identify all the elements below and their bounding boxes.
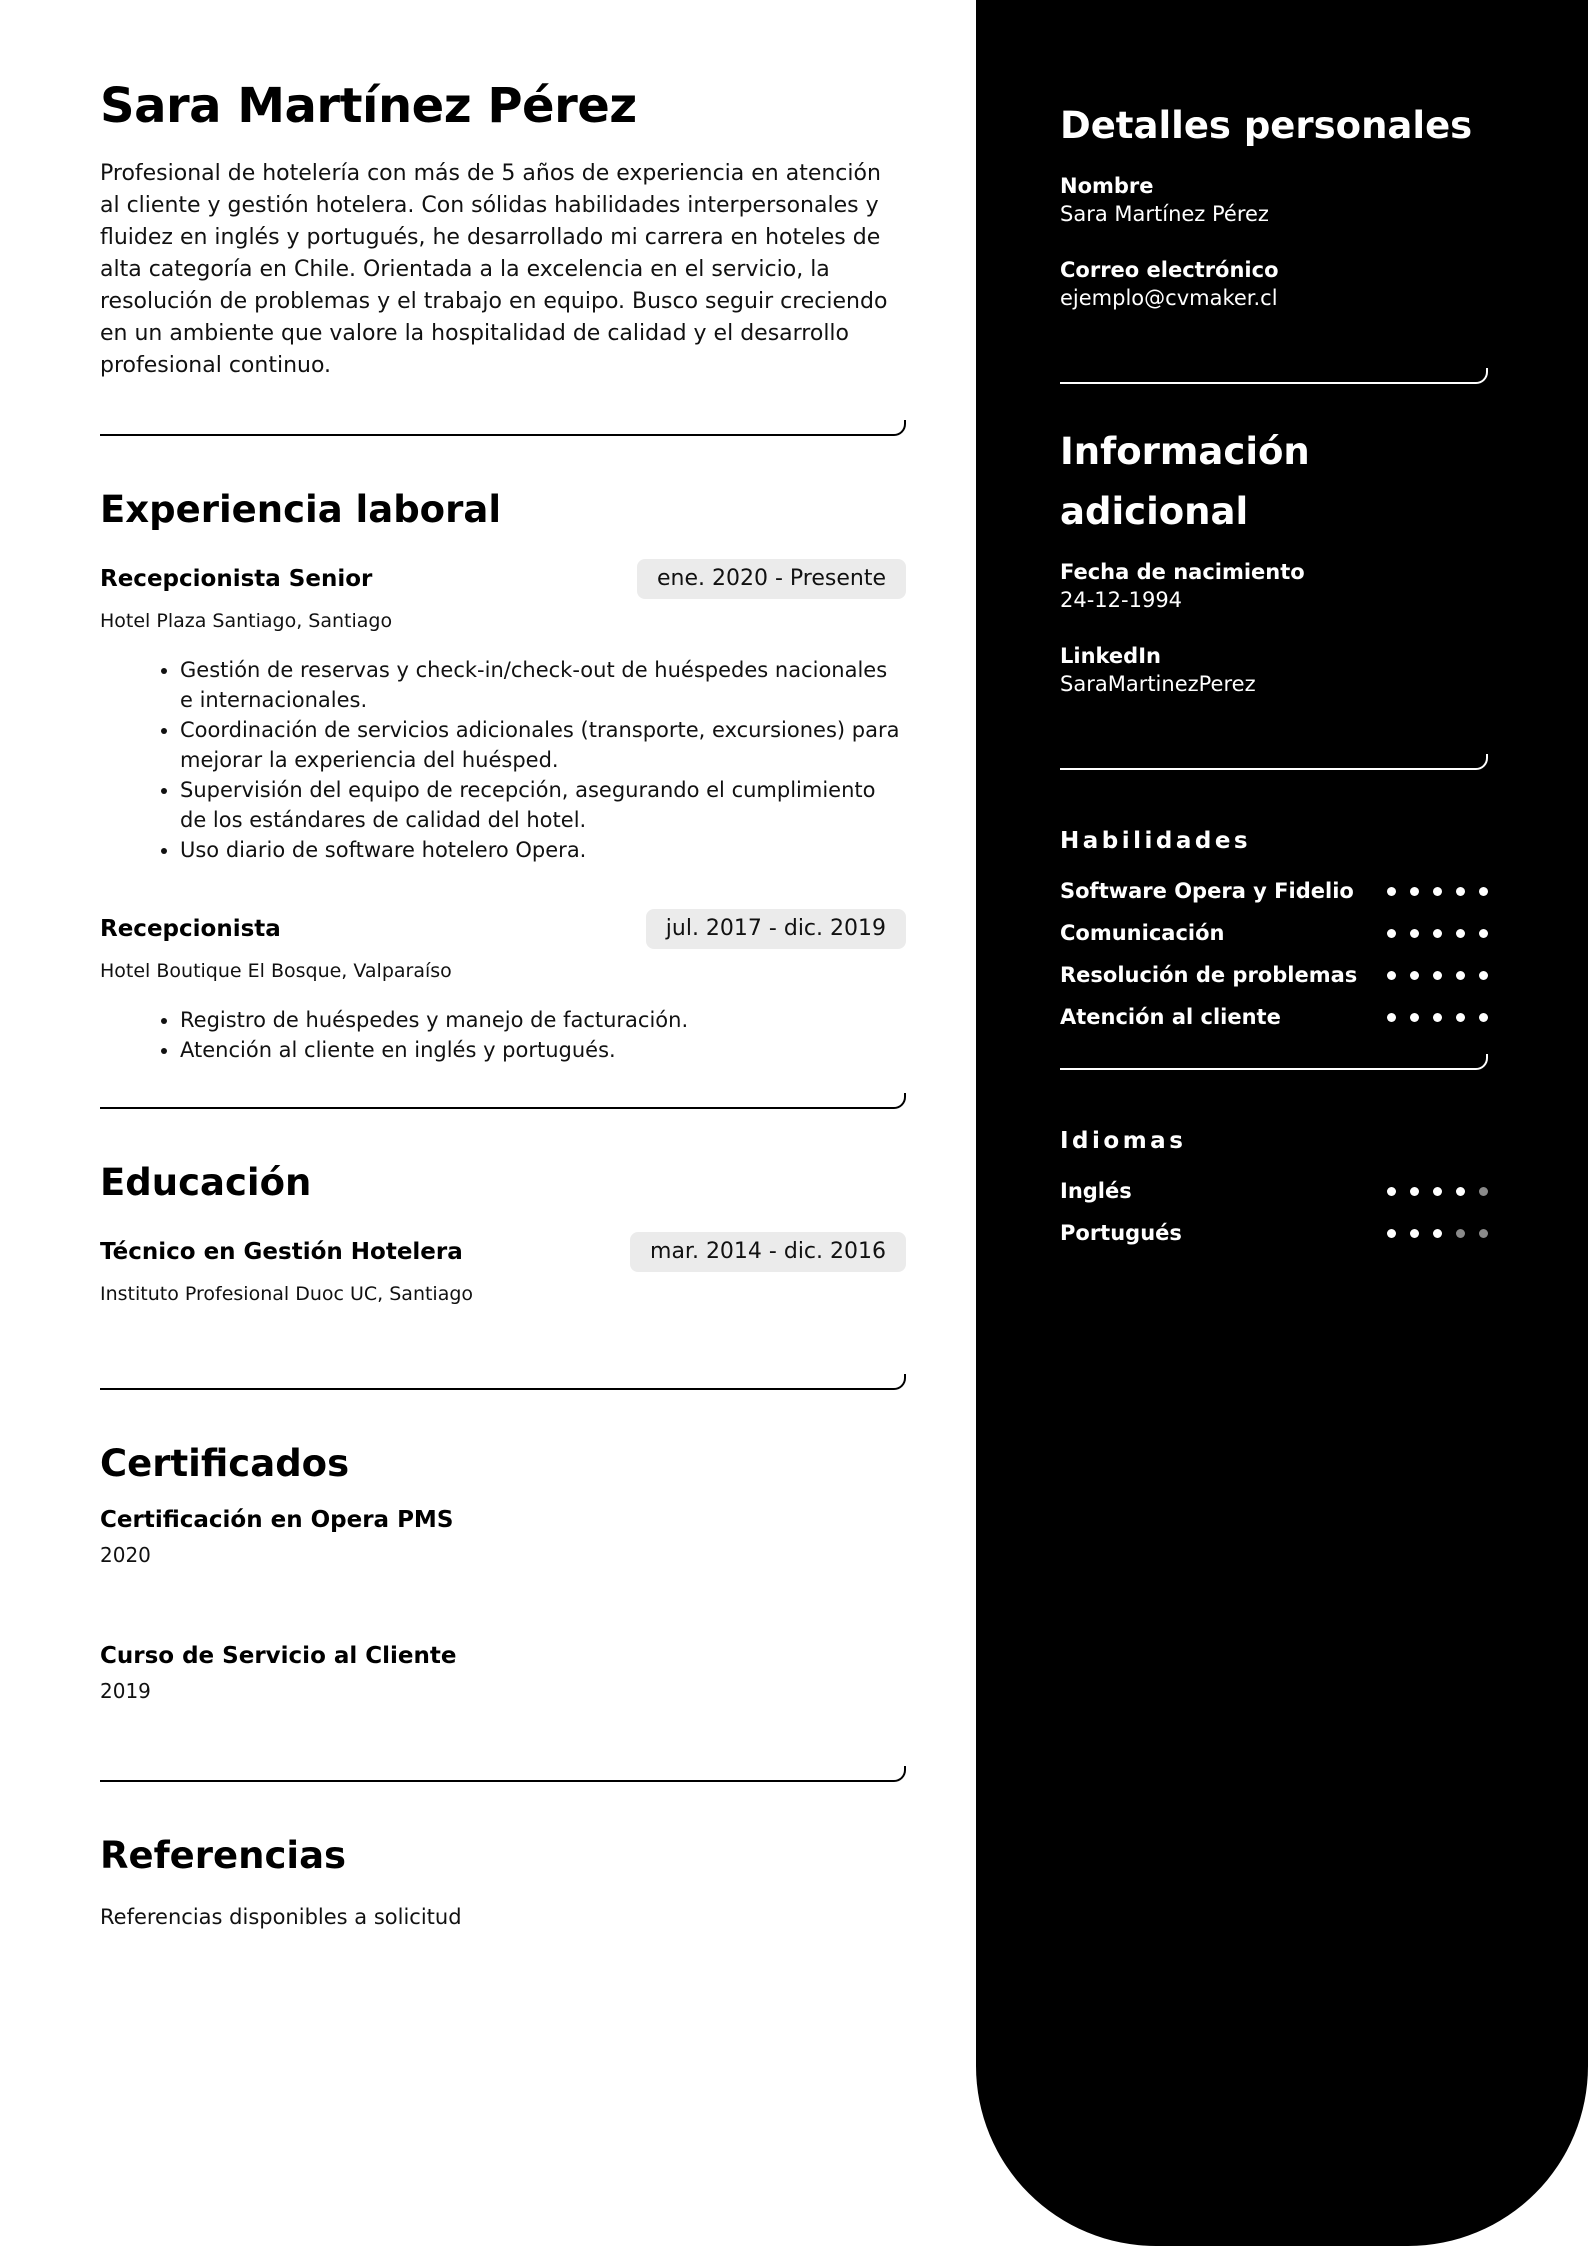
rating-dot-filled xyxy=(1410,1187,1419,1196)
skills-title: Habilidades xyxy=(1060,828,1252,854)
name-value: Sara Martínez Pérez xyxy=(1060,202,1269,226)
email-field xyxy=(1060,256,1488,312)
experience-title: Experiencia laboral xyxy=(100,488,502,531)
job-bullets xyxy=(100,1005,906,1065)
job-bullets xyxy=(100,655,906,865)
rating-dot-filled xyxy=(1433,971,1442,980)
rating-dot-filled xyxy=(1433,929,1442,938)
additional-info-section xyxy=(1060,422,1488,698)
certificate-year: 2020 xyxy=(100,1543,151,1567)
rating-dots xyxy=(1387,1187,1488,1196)
rating-dots xyxy=(1387,971,1488,980)
linkedin-value: SaraMartinezPerez xyxy=(1060,672,1256,696)
rating-dot-filled xyxy=(1387,929,1396,938)
rating-dot-filled xyxy=(1410,1013,1419,1022)
rating-dot-filled xyxy=(1479,971,1488,980)
rating-row xyxy=(1060,996,1488,1038)
rating-dot-filled xyxy=(1410,887,1419,896)
rating-dot-filled xyxy=(1456,971,1465,980)
profile-summary: Profesional de hotelería con más de 5 años de experiencia en atención al cliente y gestión hotelera. Con sólidas habilidades interpersonales y fluidez en inglés y portugués, he desarrollado mi carrera en hoteles de alta categoría en Chile. Orientada a la excelencia en el servicio, la resolución de problemas y el trabajo en equipo. Busco seguir creciendo en un ambiente que valore la hospitalidad de calidad y el desarrollo profesional continuo. xyxy=(100,161,888,378)
certificate-name: Curso de Servicio al Cliente xyxy=(100,1643,457,1669)
references-section xyxy=(100,1832,906,1932)
certificate-item xyxy=(100,1640,906,1706)
rating-dot-filled xyxy=(1479,1013,1488,1022)
rating-dot-filled xyxy=(1410,929,1419,938)
rating-name: Atención al cliente xyxy=(1060,1005,1281,1029)
experience-section xyxy=(100,486,906,1065)
rating-name: Comunicación xyxy=(1060,921,1225,945)
rating-row xyxy=(1060,954,1488,996)
certificate-item xyxy=(100,1504,906,1570)
date-badge: ene. 2020 - Presente xyxy=(637,559,906,599)
rating-dot-filled xyxy=(1433,1187,1442,1196)
education-header xyxy=(100,1232,906,1272)
rating-name: Software Opera y Fidelio xyxy=(1060,879,1354,903)
additional-info-title: Información adicional xyxy=(1060,430,1310,533)
section-divider xyxy=(100,1768,894,1782)
rating-dot-filled xyxy=(1410,971,1419,980)
references-text: Referencias disponibles a solicitud xyxy=(100,1905,462,1929)
rating-row xyxy=(1060,1170,1488,1212)
main-column xyxy=(100,70,906,1932)
list-item: • Atención al cliente en inglés y portugués. xyxy=(180,1035,906,1065)
certificates-section xyxy=(100,1440,906,1706)
skills-section xyxy=(1060,824,1488,1038)
birth-field xyxy=(1060,558,1488,614)
skills-list xyxy=(1060,870,1488,1038)
candidate-name: Sara Martínez Pérez xyxy=(100,78,637,134)
rating-dot-filled xyxy=(1387,1013,1396,1022)
date-badge: mar. 2014 - dic. 2016 xyxy=(630,1232,906,1272)
rating-dot-filled xyxy=(1433,1013,1442,1022)
rating-dot-filled xyxy=(1433,1229,1442,1238)
list-item: • Coordinación de servicios adicionales (transporte, excursiones) para mejorar la experiencia del huésped. xyxy=(180,715,906,775)
certificates-title: Certificados xyxy=(100,1442,350,1485)
education-entry xyxy=(100,1232,906,1308)
rating-name: Portugués xyxy=(1060,1221,1182,1245)
rating-dot-filled xyxy=(1456,929,1465,938)
rating-dots xyxy=(1387,1013,1488,1022)
job-header xyxy=(100,909,906,949)
rating-dot-filled xyxy=(1479,887,1488,896)
languages-section xyxy=(1060,1124,1488,1254)
rating-dot-filled xyxy=(1456,1187,1465,1196)
references-title: Referencias xyxy=(100,1834,347,1877)
section-divider xyxy=(1060,370,1476,384)
certificate-year: 2019 xyxy=(100,1679,151,1703)
rating-dot-filled xyxy=(1410,1229,1419,1238)
institution: Instituto Profesional Duoc UC, Santiago xyxy=(100,1283,474,1305)
rating-row xyxy=(1060,912,1488,954)
personal-details-section xyxy=(1060,96,1488,312)
rating-row xyxy=(1060,870,1488,912)
list-item: • Uso diario de software hotelero Opera. xyxy=(180,835,906,865)
job-entry xyxy=(100,559,906,865)
personal-details-title: Detalles personales xyxy=(1060,104,1473,147)
list-item: • Supervisión del equipo de recepción, asegurando el cumplimiento de los estándares de calidad del hotel. xyxy=(180,775,906,835)
name-field xyxy=(1060,172,1488,228)
list-item: • Registro de huéspedes y manejo de facturación. xyxy=(180,1005,906,1035)
section-divider xyxy=(100,1095,894,1109)
date-badge: jul. 2017 - dic. 2019 xyxy=(646,909,906,949)
education-title: Educación xyxy=(100,1161,312,1204)
birth-label: Fecha de nacimiento xyxy=(1060,560,1305,584)
birth-value: 24-12-1994 xyxy=(1060,588,1183,612)
job-entry xyxy=(100,909,906,1065)
rating-name: Inglés xyxy=(1060,1179,1132,1203)
linkedin-field xyxy=(1060,642,1488,698)
certificate-name: Certificación en Opera PMS xyxy=(100,1507,454,1533)
rating-dot-filled xyxy=(1387,971,1396,980)
rating-dots xyxy=(1387,1229,1488,1238)
section-divider xyxy=(1060,1056,1476,1070)
section-divider xyxy=(1060,756,1476,770)
email-value: ejemplo@cvmaker.cl xyxy=(1060,286,1278,310)
rating-dot-filled xyxy=(1456,1013,1465,1022)
job-company: Hotel Boutique El Bosque, Valparaíso xyxy=(100,960,452,982)
job-role: Recepcionista xyxy=(100,916,281,942)
rating-dot-empty xyxy=(1479,1187,1488,1196)
email-label: Correo electrónico xyxy=(1060,258,1279,282)
languages-list xyxy=(1060,1170,1488,1254)
education-section xyxy=(100,1159,906,1308)
rating-row xyxy=(1060,1212,1488,1254)
degree-title: Técnico en Gestión Hotelera xyxy=(100,1239,463,1265)
rating-dot-filled xyxy=(1479,929,1488,938)
list-item: • Gestión de reservas y check-in/check-out de huéspedes nacionales e internacionales. xyxy=(180,655,906,715)
job-company: Hotel Plaza Santiago, Santiago xyxy=(100,610,393,632)
rating-dot-filled xyxy=(1456,887,1465,896)
rating-dot-filled xyxy=(1433,887,1442,896)
rating-dots xyxy=(1387,929,1488,938)
rating-dot-filled xyxy=(1387,887,1396,896)
rating-dot-filled xyxy=(1387,1187,1396,1196)
section-divider xyxy=(100,1376,894,1390)
job-header xyxy=(100,559,906,599)
linkedin-label: LinkedIn xyxy=(1060,644,1161,668)
rating-dots xyxy=(1387,887,1488,896)
section-divider xyxy=(100,422,894,436)
languages-title: Idiomas xyxy=(1060,1128,1187,1154)
job-role: Recepcionista Senior xyxy=(100,566,373,592)
rating-dot-empty xyxy=(1479,1229,1488,1238)
rating-dot-empty xyxy=(1456,1229,1465,1238)
rating-name: Resolución de problemas xyxy=(1060,963,1358,987)
name-label: Nombre xyxy=(1060,174,1154,198)
sidebar-content xyxy=(1060,96,1488,1254)
sidebar xyxy=(976,0,1588,2246)
rating-dot-filled xyxy=(1387,1229,1396,1238)
